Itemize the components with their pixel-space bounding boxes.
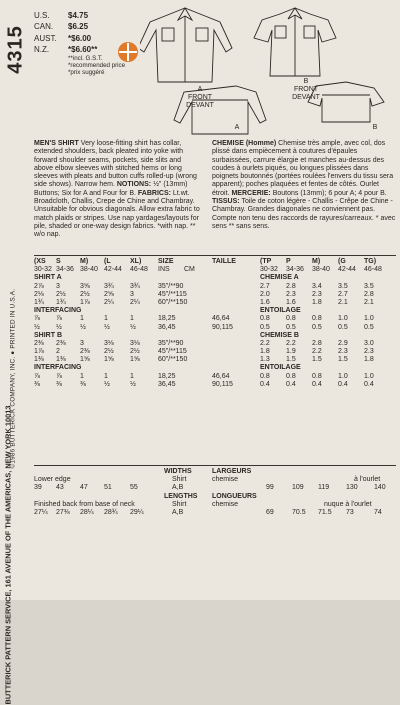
table-cell: 2.7 — [260, 282, 270, 290]
table-cell: 0.8 — [286, 372, 296, 380]
table-row — [212, 381, 396, 389]
table-cell: 1 — [130, 315, 134, 323]
table-cell: 1.5 — [338, 356, 348, 364]
column-subheader: 30-32 — [260, 266, 278, 274]
table-cell: 1¾ — [56, 298, 66, 306]
table-cell: 1.0 — [364, 315, 374, 323]
column-header: S — [56, 258, 61, 265]
table-cell: ⅞ — [34, 315, 40, 323]
divider — [34, 255, 396, 256]
fabric-width-cm: 46,64 — [212, 372, 230, 380]
publisher-address: BUTTERICK PATTERN SERVICE, 161 AVENUE OF THE AMERICAS, NEW YORK 10013 — [3, 405, 13, 705]
table-row — [34, 381, 210, 389]
table-cell: 2⅛ — [34, 290, 44, 298]
table-cell: 29¼ — [130, 508, 144, 516]
side-strip — [0, 0, 27, 705]
table-row — [34, 291, 210, 299]
table-cell: 2.3 — [312, 290, 322, 298]
column-header: (G — [338, 258, 346, 265]
table-cell: 2½ — [56, 290, 66, 298]
fabrics-text: Lt.wt. Broadcloth, Challis, Crepe de Chine and Chambray. Unsuitable for obvious diagonals. Allow extra fabric to match plaids or stripes. Use nap yardages/layouts for pile, shaded or one-way design fabrics. *with nap. ** w/o nap. — [34, 189, 200, 239]
table-cell: 99 — [266, 484, 274, 492]
table-cell: 1 — [104, 315, 108, 323]
table-cell: 2.0 — [260, 290, 270, 298]
table-cell: 2 — [56, 348, 60, 356]
table-cell: 47 — [80, 484, 88, 492]
table-cell: 0.4 — [364, 380, 374, 388]
french-description — [212, 140, 396, 231]
table-cell: 1.5 — [312, 356, 322, 364]
table-row — [34, 356, 210, 364]
column-header: M) — [80, 258, 89, 265]
description-heading: MEN'S SHIRT — [34, 140, 79, 147]
table-row — [212, 315, 396, 323]
table-cell: 1.5 — [286, 356, 296, 364]
row-label: à l'ourlet — [354, 476, 381, 484]
table-cell: 1⅝ — [80, 356, 90, 364]
table-cell: 1⅝ — [130, 356, 140, 364]
column-header: XL) — [130, 258, 142, 265]
table-cell: 28¾ — [104, 508, 118, 516]
table-cell: 70.5 — [292, 508, 306, 516]
table-cell: 0.4 — [286, 380, 296, 388]
table-cell: ⅜ — [56, 380, 62, 388]
table-cell: 0.5 — [364, 323, 374, 331]
table-cell: ½ — [104, 380, 110, 388]
fabric-width-cm: 46,64 — [212, 315, 230, 323]
tissus-label: TISSUS: — [212, 198, 240, 206]
table-cell: 2⅜ — [56, 339, 66, 347]
table-cell: 1⅞ — [80, 298, 90, 306]
table-row — [34, 373, 210, 381]
table-cell: 1.8 — [312, 298, 322, 306]
fabric-width-cm: 90,115 — [212, 323, 233, 331]
table-cell: 71.5 — [318, 508, 332, 516]
table-row — [34, 484, 396, 492]
column-subheader: 42-44 — [104, 266, 122, 274]
table-row — [34, 283, 210, 291]
table-cell: ⅜ — [80, 380, 86, 388]
row-label: Shirt — [172, 500, 187, 508]
table-cell: 1⅜ — [56, 356, 66, 364]
table-row — [34, 258, 210, 266]
table-row — [34, 274, 210, 282]
table-cell: 0.8 — [312, 315, 322, 323]
table-cell: 73 — [346, 508, 354, 516]
table-cell: ½ — [104, 323, 110, 331]
view-label-a-back: A — [234, 124, 240, 131]
table-cell: 0.8 — [260, 372, 270, 380]
table-row — [34, 468, 396, 476]
tissus-text: Toile de coton légère - Challis - Crêpe de Chine - Chambray. Grandes diagonales ne conviennent pas. Compte non tenu des raccords de rayures/carreaux. * avec sens ** sans sens. — [212, 198, 396, 230]
table-cell: 2.2 — [312, 348, 322, 356]
section-title: INTERFACING — [34, 307, 82, 315]
yardage-table-french — [212, 258, 396, 389]
price-note: *prix suggéré — [68, 69, 105, 77]
view-label-a-front: A FRONT DEVANT — [186, 86, 214, 109]
table-cell: 0.8 — [260, 315, 270, 323]
table-cell: 43 — [56, 484, 64, 492]
table-row — [34, 340, 210, 348]
finished-measurements — [34, 468, 396, 517]
table-cell: ⅜ — [34, 380, 40, 388]
table-cell: 2.1 — [338, 298, 348, 306]
table-cell: 1.6 — [286, 298, 296, 306]
column-header: TAILLE — [212, 258, 236, 265]
notions-text: ½" (13mm) Buttons; Six for A and Four for B. — [34, 181, 188, 197]
table-cell: 1.8 — [260, 348, 270, 356]
divider — [34, 465, 396, 466]
table-row — [34, 348, 210, 356]
section-title: INTERFACING — [34, 364, 82, 372]
fabric-width: 45"/**115 — [158, 348, 187, 356]
table-cell: 1 — [130, 372, 134, 380]
table-cell: 3.4 — [312, 282, 322, 290]
row-label: Shirt — [172, 476, 187, 484]
price-row: CAN. $6.25 — [34, 22, 89, 32]
view-label-b-front: B FRONT DEVANT — [292, 78, 320, 101]
price-row: AUST. *$6.00 — [34, 33, 92, 43]
table-cell: 2⅝ — [104, 290, 114, 298]
table-cell: 27⅜ — [56, 508, 70, 516]
section-title: SHIRT B — [34, 331, 62, 339]
table-cell: 0.4 — [312, 380, 322, 388]
table-row — [212, 291, 396, 299]
table-row — [212, 324, 396, 332]
pattern-number: 4315 — [4, 25, 27, 74]
column-header: (TP — [260, 258, 272, 265]
table-cell: 0.8 — [312, 372, 322, 380]
section-title: LONGUEURS — [212, 492, 257, 500]
table-cell: 3⅛ — [104, 339, 114, 347]
column-subheader: 34-36 — [56, 266, 74, 274]
table-cell: 130 — [346, 484, 358, 492]
table-cell: 3.5 — [364, 282, 374, 290]
table-row — [212, 340, 396, 348]
table-row — [34, 307, 210, 315]
table-cell: 2½ — [104, 348, 114, 356]
section-title: LARGEURS — [212, 468, 252, 475]
table-cell: 2.1 — [364, 298, 374, 306]
table-cell: ½ — [130, 323, 136, 331]
section-title: LENGTHS — [164, 492, 198, 500]
table-cell: 74 — [374, 508, 382, 516]
table-cell: 0.5 — [338, 323, 348, 331]
table-cell: 1.8 — [364, 356, 374, 364]
table-cell: 109 — [292, 484, 304, 492]
row-label: nuque à l'ourlet — [324, 500, 372, 508]
fabric-width: 60"/**150 — [158, 356, 188, 364]
table-cell: 1.3 — [260, 356, 270, 364]
table-cell: ½ — [130, 380, 136, 388]
table-cell: ½ — [80, 323, 86, 331]
table-cell: 0.4 — [338, 380, 348, 388]
table-cell: 2½ — [130, 348, 140, 356]
garment-sketches — [140, 2, 400, 136]
description-body: Chemise très ample, avec col, dos plissé dans empiècement à coutures d'épaules surbaissées, carrure élargie et manches au-dessus des coudes à ourlets piqués, ou longues plissées dans poignets boutonnés (portées roulées l'envers du tissu sera apparent); poches plaquées et fentes de côtés. Ourlet étroit. — [212, 140, 394, 197]
column-header: P — [286, 258, 291, 265]
mercerie-label: MERCERIE: — [231, 189, 271, 197]
column-header: TG) — [364, 258, 377, 265]
table-row — [212, 307, 396, 315]
notions-label: NOTIONS: — [116, 181, 152, 189]
table-cell: 2⅜ — [80, 348, 90, 356]
fabric-width: 18,25 — [158, 315, 176, 323]
mercerie-text: Boutons (13mm); 6 pour A; 4 pour B. — [272, 189, 387, 197]
price-row: N.Z. *$6.60** — [34, 44, 98, 54]
column-header: (XS — [34, 258, 46, 265]
unit-header: INS — [158, 266, 170, 274]
view-label-b-back: B — [372, 124, 378, 131]
table-row — [212, 373, 396, 381]
table-cell: 28¼ — [80, 508, 94, 516]
table-row — [212, 364, 396, 372]
table-cell: ⅞ — [56, 372, 62, 380]
price-list — [34, 10, 125, 76]
table-cell: 1.0 — [338, 372, 348, 380]
table-cell: 55 — [130, 484, 138, 492]
section-title: ENTOILAGE — [260, 307, 301, 315]
fabric-width: 45"/**115 — [158, 290, 187, 298]
table-cell: 1⅞ — [34, 348, 44, 356]
table-cell: 2.7 — [338, 290, 348, 298]
table-cell: 0.4 — [260, 380, 270, 388]
table-row — [212, 274, 396, 282]
table-cell: 140 — [374, 484, 386, 492]
price-row: U.S. $4.75 — [34, 11, 89, 20]
column-header: M) — [312, 258, 321, 265]
table-cell: 3.0 — [364, 339, 374, 347]
table-cell: 1.0 — [338, 315, 348, 323]
table-cell: 69 — [266, 508, 274, 516]
copyright-text: ©1986 BUTTERICK COMPANY, INC. ● PRINTED IN U.S.A. — [9, 288, 17, 469]
fabric-width: 36,45 — [158, 380, 176, 388]
fabric-width-cm: 90,115 — [212, 380, 233, 388]
table-cell: 0.5 — [312, 323, 322, 331]
table-cell: 2⅞ — [34, 282, 44, 290]
column-subheader: 34-36 — [286, 266, 304, 274]
table-row — [34, 332, 210, 340]
fabric-width: 35"/**90 — [158, 282, 184, 290]
table-row — [212, 356, 396, 364]
column-subheader: 30-32 — [34, 266, 52, 274]
table-cell: 1⅝ — [104, 356, 114, 364]
table-cell: 51 — [104, 484, 112, 492]
view-code: A,B — [172, 484, 184, 492]
table-cell: 2½ — [80, 290, 90, 298]
table-row — [34, 299, 210, 307]
row-label: Lower edge — [34, 476, 71, 484]
table-row — [212, 332, 396, 340]
price-note: *recommended price — [68, 62, 126, 70]
column-subheader: 46-48 — [364, 266, 382, 274]
column-subheader: 42-44 — [338, 266, 356, 274]
table-cell: 2.8 — [364, 290, 374, 298]
table-cell: 1 — [104, 372, 108, 380]
table-row — [34, 315, 210, 323]
section-title: WIDTHS — [164, 468, 192, 475]
table-row — [34, 493, 396, 501]
column-subheader: 38-40 — [80, 266, 98, 274]
table-cell: ⅞ — [56, 315, 62, 323]
table-cell: 39 — [34, 484, 42, 492]
table-cell: 3.5 — [338, 282, 348, 290]
table-cell: 3¾ — [104, 282, 114, 290]
table-cell: ⅞ — [34, 372, 40, 380]
table-cell: 3⅛ — [130, 339, 140, 347]
row-label: chemise — [212, 500, 239, 508]
column-header: (L — [104, 258, 111, 265]
fabric-width: 36,45 — [158, 323, 176, 331]
table-cell: ½ — [34, 323, 40, 331]
table-cell: 0.5 — [260, 323, 270, 331]
table-cell: 3 — [80, 339, 84, 347]
table-cell: 1.0 — [364, 372, 374, 380]
table-cell: 0.5 — [286, 323, 296, 331]
table-cell: 119 — [318, 484, 330, 492]
english-description — [34, 140, 200, 240]
row-label: chemise — [212, 476, 239, 484]
table-cell: 1¾ — [34, 298, 44, 306]
table-row — [212, 348, 396, 356]
table-cell: 1⅜ — [34, 356, 44, 364]
table-cell: 2.2 — [286, 339, 296, 347]
table-cell: 2.2 — [260, 339, 270, 347]
table-cell: 3 — [56, 282, 60, 290]
fabrics-label: FABRICS: — [137, 189, 171, 197]
column-subheader: 46-48 — [130, 266, 148, 274]
table-cell: 1.9 — [286, 348, 296, 356]
crosshair-symbol-icon — [116, 40, 140, 64]
table-row — [212, 258, 396, 266]
table-cell: ½ — [56, 323, 62, 331]
table-row — [34, 509, 396, 517]
table-cell: 2.3 — [286, 290, 296, 298]
table-cell: 2.3 — [338, 348, 348, 356]
table-cell: 3⅝ — [80, 282, 90, 290]
table-cell: 1.6 — [260, 298, 270, 306]
section-title: SHIRT A — [34, 274, 62, 282]
fabric-width: 18,25 — [158, 372, 176, 380]
table-cell: 1 — [80, 315, 84, 323]
table-cell: 2¼ — [104, 298, 114, 306]
table-row — [212, 299, 396, 307]
table-cell: 27¼ — [34, 508, 48, 516]
column-subheader: 38-40 — [312, 266, 330, 274]
section-title: CHEMISE B — [260, 331, 299, 339]
table-row — [34, 266, 210, 274]
table-cell: 2⅜ — [34, 339, 44, 347]
table-cell: 2.3 — [364, 348, 374, 356]
row-label: Finished back from base of neck — [34, 500, 135, 508]
table-cell: 3¾ — [130, 282, 140, 290]
description-heading: CHEMISE (Homme) — [212, 140, 277, 147]
view-code: A,B — [172, 508, 184, 516]
table-row — [34, 364, 210, 372]
section-title: CHEMISE A — [260, 274, 299, 282]
table-row — [34, 501, 396, 509]
table-cell: 2.8 — [286, 282, 296, 290]
price-note: **incl. G.S.T. — [68, 55, 103, 63]
column-header: SIZE — [158, 258, 174, 265]
table-row — [212, 266, 396, 274]
table-row — [34, 476, 396, 484]
yardage-table-english — [34, 258, 210, 389]
table-cell: 2.9 — [338, 339, 348, 347]
description-body: Very loose-fitting shirt has collar, extended shoulders, back pleated into yoke with forward shoulder seams, pockets, side slits and above elbow sleeves with stitched hems or long sleeves with pleats and button cuffs rolled-up (wrong side shows). Narrow hem. — [34, 140, 197, 189]
table-cell: 2¼ — [130, 298, 140, 306]
table-row — [212, 283, 396, 291]
table-cell: 2.8 — [312, 339, 322, 347]
fabric-width: 35"/**90 — [158, 339, 184, 347]
table-row — [34, 324, 210, 332]
section-title: ENTOILAGE — [260, 364, 301, 372]
table-cell: 3 — [130, 290, 134, 298]
fabric-width: 60"/**150 — [158, 298, 188, 306]
table-cell: 1 — [80, 372, 84, 380]
table-cell: 0.8 — [286, 315, 296, 323]
unit-header: CM — [184, 266, 195, 274]
